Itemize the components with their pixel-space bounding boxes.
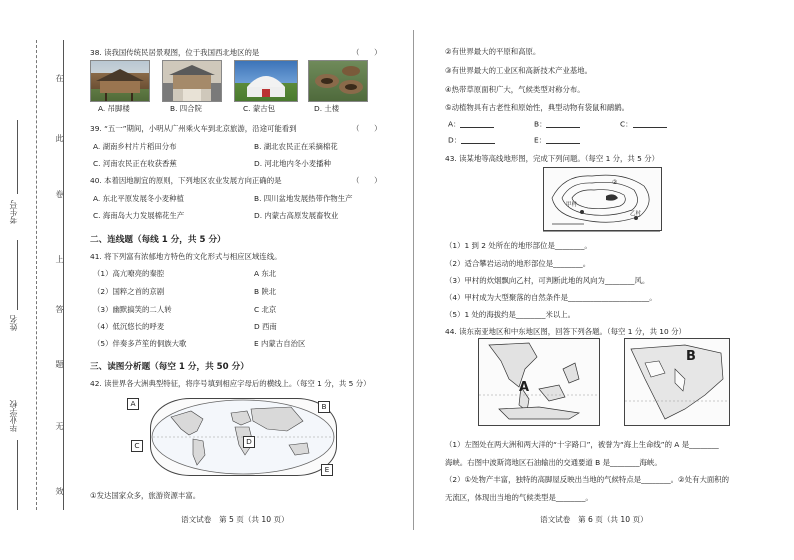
q42-item-3: ③有世界最大的工业区和高新技术产业基地。: [445, 66, 593, 75]
q42-item-1: ①发达国家众多，旅游资源丰富。: [90, 491, 201, 500]
q44-stem: 44. 读东南亚地区和中东地区图，回答下列各题。（每空 1 分，共 10 分）: [445, 327, 686, 336]
seal-word: 在: [55, 74, 64, 82]
contour-label-jiacun: 甲村: [566, 202, 578, 208]
q41-right-item[interactable]: B 陕北: [254, 287, 277, 296]
q44-line-4[interactable]: 无流区，体现出当地的气候类型是________。: [445, 493, 593, 502]
seal-word: 题: [55, 360, 64, 368]
name-label: 姓名: [9, 315, 18, 331]
right-page-footer: 语文试卷 第 6 页（共 10 页）: [540, 515, 648, 524]
page-divider: [413, 30, 414, 530]
q42-item-4: ④热带草原面积广大，气候类型对称分布。: [445, 85, 585, 94]
q38-option-c[interactable]: C. 蒙古包: [243, 104, 276, 113]
seal-word: 答: [55, 305, 64, 313]
q40-stem: 40. 本着因地制宜的原则，下列地区农业发展方向正确的是: [90, 176, 282, 185]
q40-option-c[interactable]: C. 海南岛大力发展棉花生产: [93, 211, 185, 220]
q40-answer-paren[interactable]: （ ）: [352, 176, 382, 185]
map-label-a-box: A: [127, 398, 139, 410]
q43-line-1[interactable]: （1）1 到 2 处所在的地形部位是________。: [445, 241, 592, 250]
q43-stem: 43. 读某地等高线地形图，完成下列问题。（每空 1 分，共 5 分）: [445, 154, 659, 163]
q39-stem: 39. “五一”期间，小明从广州乘火车到北京旅游，沿途可能看到: [90, 124, 297, 133]
q42-item-5: ⑤动植物具有古老性和原始性，典型动物有袋鼠和鸸鹋。: [445, 103, 630, 112]
answer-line[interactable]: [546, 120, 580, 128]
q38-answer-paren[interactable]: （ ）: [352, 48, 382, 57]
q41-left-item[interactable]: （5）伴奏多芦笙的侗族大歌: [93, 339, 187, 348]
q38-option-b[interactable]: B. 四合院: [170, 104, 202, 113]
school-field[interactable]: [17, 440, 18, 510]
blank-label: D：: [448, 135, 462, 145]
q44-line-3[interactable]: （2）①处物产丰富，独特的高脚屋反映出当地的气候特点是________。②处有大面积的: [445, 475, 730, 484]
q44-line-2[interactable]: 海峡。右图中波斯湾地区石油输出的交通要道 B 是________海峡。: [445, 458, 662, 467]
q38-stem: 38. 读我国传统民居景观图，位于我国西北地区的是: [90, 48, 260, 57]
q40-option-a[interactable]: A. 东北平原发展冬小麦种植: [93, 194, 184, 203]
answer-line[interactable]: [460, 120, 494, 128]
me-map-label-b: B: [686, 349, 696, 364]
mongolian-yurt-photo: [234, 60, 298, 102]
q41-right-item[interactable]: A 东北: [254, 269, 277, 278]
blank-label: E：: [534, 135, 547, 145]
courtyard-house-photo: [162, 60, 222, 102]
q41-stem: 41. 将下列富有浓郁地方特色的文化形式与相应区域连线。: [90, 252, 282, 261]
contour-label-2: ②: [612, 179, 618, 186]
q42-blank-b[interactable]: [534, 120, 580, 128]
map-label-b-box: B: [318, 401, 330, 413]
earthen-building-photo: [308, 60, 368, 102]
school-label: 毕业学校: [9, 400, 18, 432]
q43-line-5[interactable]: （5）1 处的海拔约是________米以上。: [445, 310, 576, 319]
map-label-c-box: C: [131, 440, 143, 452]
contour-legend-bar: [543, 231, 660, 238]
q43-line-2[interactable]: （2）适合攀岩运动的地形部位是________。: [445, 259, 591, 268]
binding-dashed-line: [36, 40, 37, 510]
sea-map-label-a: A: [519, 380, 530, 395]
stilt-house-photo: [90, 60, 150, 102]
q42-item-2: ②有世界最大的平原和高原。: [445, 47, 541, 56]
section-3-heading: 三、读图分析题（每空 1 分，共 50 分）: [90, 362, 249, 372]
q39-option-d[interactable]: D. 河北地内冬小麦播种: [254, 159, 331, 168]
contour-label-yicun: 乙村: [630, 211, 642, 217]
southeast-asia-map: [478, 338, 600, 426]
blank-label: B：: [534, 119, 547, 129]
q39-option-c[interactable]: C. 河南农民正在收获香蕉: [93, 159, 177, 168]
q41-left-item[interactable]: （4）低沉悠长的呼麦: [93, 322, 165, 331]
seal-word: 效: [55, 487, 64, 495]
q39-option-a[interactable]: A. 湖南乡村片片稻田分布: [93, 142, 177, 151]
q39-answer-paren[interactable]: （ ）: [352, 124, 382, 133]
blank-label: A：: [448, 119, 461, 129]
section-2-heading: 二、连线题（每线 1 分，共 5 分）: [90, 235, 226, 245]
q42-blank-e[interactable]: [534, 136, 580, 144]
binding-solid-line: [63, 40, 64, 510]
seal-word: 无: [55, 422, 64, 430]
q38-option-a[interactable]: A. 吊脚楼: [98, 104, 130, 113]
q42-blank-d[interactable]: [448, 136, 495, 144]
q44-line-1[interactable]: （1）左图处在两大洲和两大洋的“十字路口”，被誉为“海上生命线”的 A 是________: [445, 440, 719, 449]
map-label-d-box: D: [243, 436, 255, 448]
left-page-footer: 语文试卷 第 5 页（共 10 页）: [181, 515, 289, 524]
candidate-number-field[interactable]: [17, 120, 18, 194]
map-label-e-box: E: [321, 464, 333, 476]
candidate-number-label: 考生号: [9, 200, 18, 224]
q41-right-item[interactable]: D 西南: [254, 322, 277, 331]
contour-map: [543, 167, 662, 231]
answer-line[interactable]: [633, 120, 667, 128]
answer-line[interactable]: [546, 136, 580, 144]
seal-word: 此: [55, 134, 64, 142]
name-field[interactable]: [17, 240, 18, 310]
q40-option-d[interactable]: D. 内蒙古高原发展畜牧业: [254, 211, 339, 220]
q38-option-d[interactable]: D. 土楼: [314, 104, 340, 113]
q43-line-4[interactable]: （4）甲村成为大型聚落的自然条件是______________________。: [445, 293, 657, 302]
q39-option-b[interactable]: B. 湖北农民正在采摘棉花: [254, 142, 338, 151]
seal-word: 上: [55, 255, 64, 263]
q42-blank-c[interactable]: [620, 120, 667, 128]
q40-option-b[interactable]: B. 四川盆地发展热带作物生产: [254, 194, 353, 203]
q41-right-item[interactable]: C 北京: [254, 305, 277, 314]
seal-word: 卷: [55, 190, 64, 198]
q43-line-3[interactable]: （3）甲村的炊烟飘向乙村，可判断此地的风向为________风。: [445, 276, 650, 285]
answer-line[interactable]: [461, 136, 495, 144]
q41-left-item[interactable]: （2）国粹之首的京剧: [93, 287, 165, 296]
q41-left-item[interactable]: （3）幽默搞笑的二人转: [93, 305, 172, 314]
q41-left-item[interactable]: （1）高亢嘹亮的秦腔: [93, 269, 165, 278]
q42-blank-a[interactable]: [448, 120, 494, 128]
q42-stem: 42. 读世界各大洲典型特征，将序号填到相应字母后的横线上。（每空 1 分，共 5 分）: [90, 379, 371, 388]
middle-east-map: [624, 338, 730, 426]
q41-right-item[interactable]: E 内蒙古自治区: [254, 339, 306, 348]
blank-label: C：: [620, 119, 633, 129]
